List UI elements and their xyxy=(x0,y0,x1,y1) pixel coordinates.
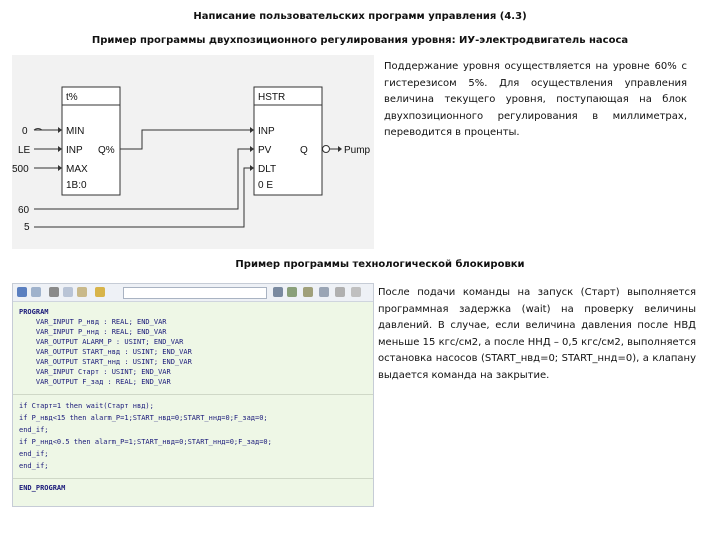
input-value-le: LE xyxy=(18,145,31,156)
code-line: VAR_INPUT Старт : USINT; END_VAR xyxy=(19,368,171,376)
block-hstr xyxy=(254,87,322,195)
block1-input-1b: 1B:0 xyxy=(66,180,87,191)
code-line: end_if; xyxy=(19,426,49,434)
code-line: PROGRAM xyxy=(19,308,49,316)
paragraph-interlock: После подачи команды на запуск (Старт) выполняется программная задержка (wait) на проверку величины давлений. В случае, если величина давления после НВД меньше 15 кгс/см2, а после ННД – 0,5 кгс/см2, выполняется остановка насосов (START_нвд=0; START_ннд=0), а клапану выдается команда на закрытие. xyxy=(378,287,696,381)
input-value-5: 5 xyxy=(24,222,30,233)
cut-icon[interactable] xyxy=(49,287,59,297)
code-line: VAR_INPUT P_ннд : REAL; END_VAR xyxy=(19,328,167,336)
paragraph-level-control: Поддержание уровня осуществляется на уровне 60% с гистерезисом 5%. Для осуществления управления величина текущего уровня, поступающая на блок двухпозиционного регулирования в миллиметрах, переводится в проценты. xyxy=(384,61,687,138)
code-line: VAR_OUTPUT F_зад : REAL; END_VAR xyxy=(19,378,171,386)
code-divider xyxy=(13,394,373,395)
editor-toolbar xyxy=(13,284,373,302)
pump-label: Pump xyxy=(344,145,371,156)
toolbar-dropdown[interactable] xyxy=(123,287,267,299)
copy-icon[interactable] xyxy=(63,287,73,297)
pump-arrow-icon xyxy=(338,146,342,152)
undo-icon[interactable] xyxy=(17,287,27,297)
code-line: end_if; xyxy=(19,450,49,458)
input-value-0: 0 xyxy=(22,126,28,137)
block1-input-min: MIN xyxy=(66,126,85,137)
block1-input-inp: INP xyxy=(66,145,83,156)
code-line: end_if; xyxy=(19,462,49,470)
code-line: VAR_OUTPUT START_ннд : USINT; END_VAR xyxy=(19,358,192,366)
format-icon[interactable] xyxy=(303,287,313,297)
block1-input-wires xyxy=(34,129,62,169)
code-line: VAR_OUTPUT ALARM_P : USINT; END_VAR xyxy=(19,338,184,346)
check-icon[interactable] xyxy=(287,287,297,297)
input-value-60: 60 xyxy=(18,205,30,216)
code-line: END_PROGRAM xyxy=(19,484,66,492)
indent-icon[interactable] xyxy=(335,287,345,297)
code-line: if Старт=1 then wait(Старт нвд); xyxy=(19,402,154,410)
block2-name: HSTR xyxy=(258,92,286,103)
outdent-icon[interactable] xyxy=(351,287,361,297)
fbd-section-title: Пример программы двухпозиционного регулирования уровня: ИУ-электродвигатель насоса xyxy=(91,35,629,46)
block2-input-pv: PV xyxy=(258,145,272,156)
page-title: Написание пользовательских программ управления (4.3) xyxy=(193,11,527,22)
code-line: if P_нвд<15 then alarm_P=1;START_нвд=0;START_ннд=0;F_зад=0; xyxy=(19,414,268,422)
block1-output: Q% xyxy=(98,145,115,156)
output-negation-circle xyxy=(323,146,330,153)
code-line: VAR_INPUT P_нвд : REAL; END_VAR xyxy=(19,318,167,326)
code-line: VAR_OUTPUT START_нвд : USINT; END_VAR xyxy=(19,348,192,356)
block-t-percent xyxy=(62,87,120,195)
code-area[interactable] xyxy=(13,302,373,506)
code-divider xyxy=(13,478,373,479)
block2-input-dlt: DLT xyxy=(258,164,277,175)
paste-icon[interactable] xyxy=(77,287,87,297)
arrow-icon[interactable] xyxy=(319,287,329,297)
redo-icon[interactable] xyxy=(31,287,41,297)
block1-name: t% xyxy=(66,92,78,103)
block1-input-max: MAX xyxy=(66,164,88,175)
fbd-diagram xyxy=(12,55,374,249)
block2-input-inp: INP xyxy=(258,126,275,137)
compile-icon[interactable] xyxy=(273,287,283,297)
code-line: if P_ннд<0.5 then alarm_P=1;START_нвд=0;START_ннд=0;F_зад=0; xyxy=(19,438,272,446)
interlock-section-title: Пример программы технологической блокировки xyxy=(235,259,525,270)
find-icon[interactable] xyxy=(95,287,105,297)
block2-output: Q xyxy=(300,145,308,156)
wire-q-to-inp xyxy=(120,130,254,149)
code-editor xyxy=(12,283,374,507)
block2-input-0e: 0 E xyxy=(258,180,274,191)
input-value-500: 500 xyxy=(12,164,29,175)
